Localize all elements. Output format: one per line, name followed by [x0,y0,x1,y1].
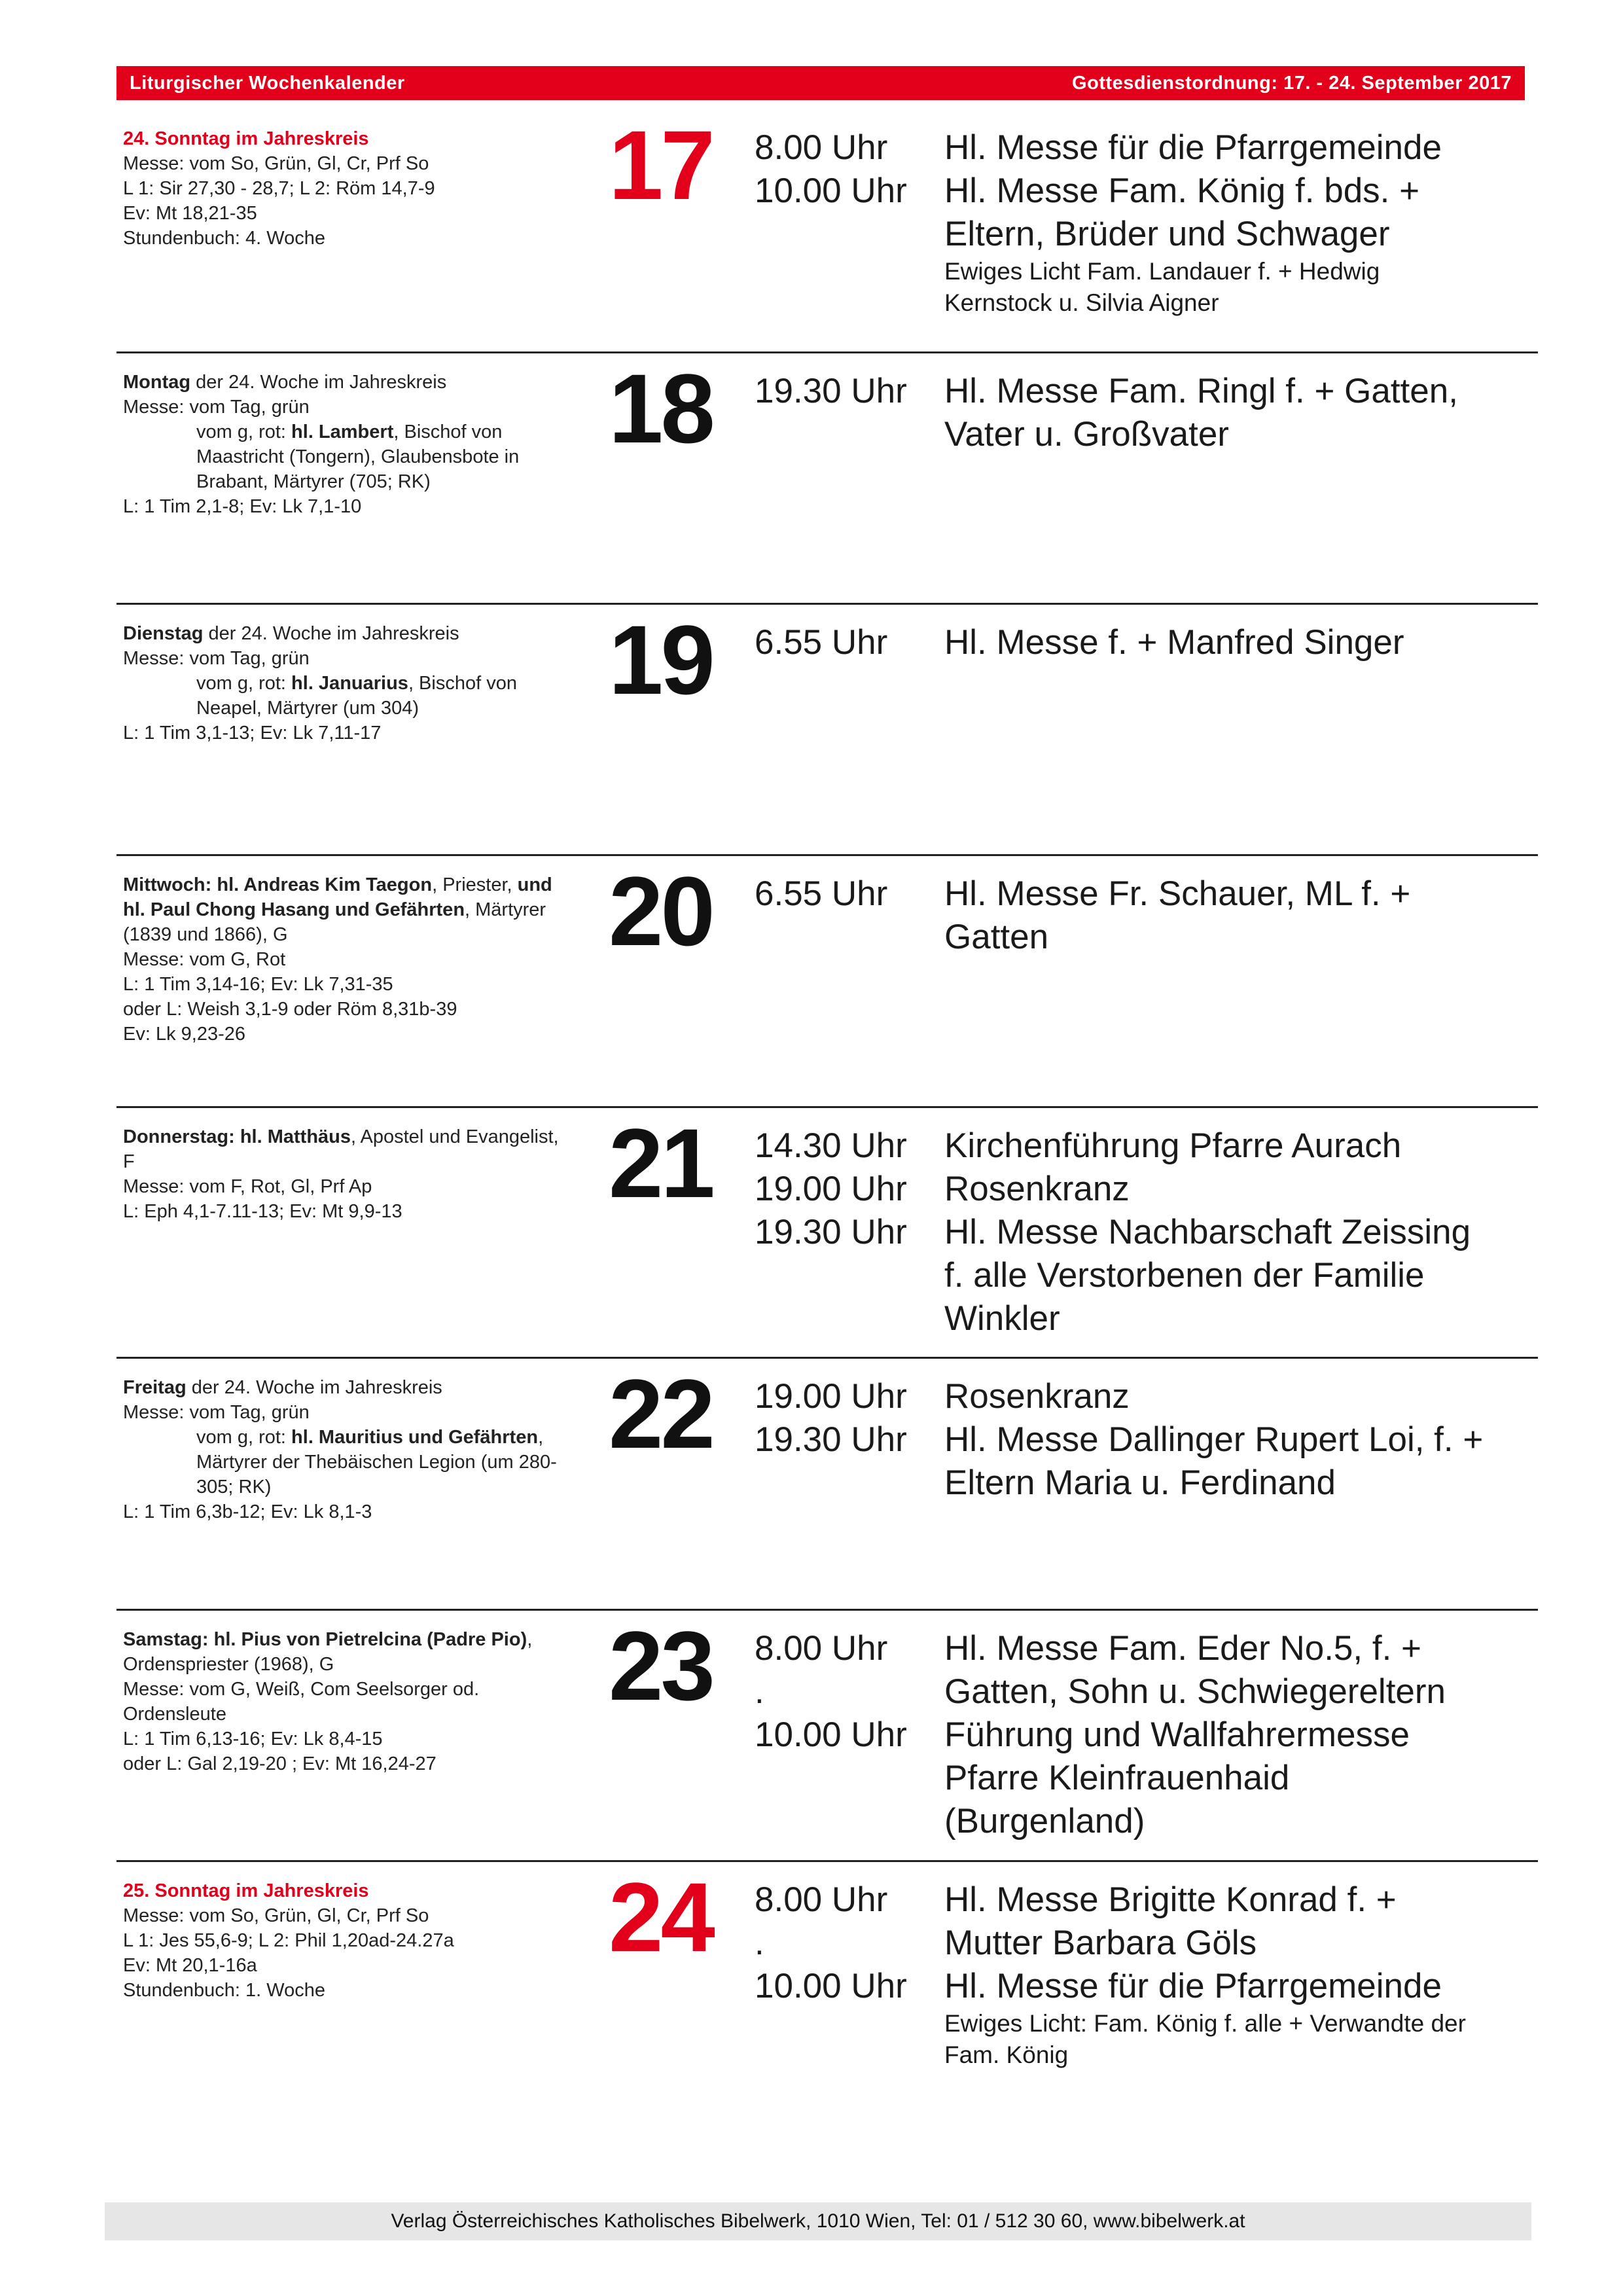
day-divider [116,1609,1538,1611]
service-event: Hl. Messe Fam. Ringl f. + Gatten, [944,372,1458,410]
liturgy-line: Ev: Lk 9,23-26 [123,1024,245,1045]
service-event: Gatten [944,918,1049,956]
liturgy-line: F [123,1151,135,1172]
liturgy-line: Messe: vom So, Grün, Gl, Cr, Prf So [123,153,429,174]
liturgy-memorial [123,671,607,696]
liturgy-info [123,1878,607,2003]
liturgy-title: 24. Sonntag im Jahreskreis [123,128,369,149]
service-note: Kernstock u. Silvia Aigner [944,289,1219,316]
service-times [755,370,931,413]
liturgy-line: Messe: vom Tag, grün [123,1402,310,1423]
service-time: 10.00 Uhr [755,1967,907,2005]
day-number: 22 [609,1359,713,1469]
service-events [944,1627,1533,1843]
service-event: Hl. Messe für die Pfarrgemeinde [944,1967,1442,2005]
service-events [944,1124,1533,1340]
service-event: Rosenkranz [944,1377,1130,1416]
liturgy-line: Ev: Mt 18,21-35 [123,203,257,224]
service-event: Hl. Messe Brigitte Konrad f. + [944,1880,1397,1919]
service-note: Ewiges Licht Fam. Landauer f. + Hedwig [944,258,1380,285]
service-event: f. alle Verstorbenen der Familie [944,1256,1425,1295]
saint-name: hl. Januarius [291,673,408,694]
liturgy-day-name: Dienstag [123,623,204,644]
header-bar [116,66,1525,100]
liturgy-line: L: 1 Tim 3,14-16; Ev: Lk 7,31-35 [123,974,393,995]
liturgy-line: oder L: Gal 2,19-20 ; Ev: Mt 16,24-27 [123,1753,437,1774]
liturgy-day-name: Freitag [123,1377,187,1398]
liturgy-line: Messe: vom F, Rot, Gl, Prf Ap [123,1176,372,1197]
service-event: Rosenkranz [944,1170,1130,1208]
day-number: 17 [609,110,713,220]
liturgy-heading [123,1375,607,1400]
day-divider [116,603,1538,605]
liturgy-line: Stundenbuch: 1. Woche [123,1980,326,2001]
service-time: 14.30 Uhr [755,1126,907,1165]
header-period: Gottesdienstordnung: 17. - 24. September 2017 [1072,72,1512,94]
saint-name: hl. Lambert [291,422,394,442]
publisher-info: Verlag Österreichisches Katholisches Bibelwerk, 1010 Wien, Tel: 01 / 512 30 60, www.bibelwerk.at [391,2210,1245,2232]
service-events [944,621,1533,664]
liturgy-readings: L: 1 Tim 2,1-8; Ev: Lk 7,1-10 [123,496,362,517]
service-event: Pfarre Kleinfrauenhaid [944,1759,1290,1797]
liturgy-memorial-line: Neapel, Märtyrer (um 304) [196,698,419,719]
publisher-footer [105,2202,1531,2240]
day-number: 21 [609,1108,713,1218]
liturgy-readings: L: 1 Tim 6,3b-12; Ev: Lk 8,1-3 [123,1501,372,1522]
memorial-rest: , Bischof von [408,673,517,694]
day-divider [116,1860,1538,1862]
service-event: Hl. Messe Fr. Schauer, ML f. + [944,874,1411,913]
liturgy-heading-rest: , Priester, [432,874,518,895]
liturgy-heading-rest: der 24. Woche im Jahreskreis [190,372,447,393]
liturgy-heading-rest: der 24. Woche im Jahreskreis [203,623,459,644]
header-title: Liturgischer Wochenkalender [130,72,405,94]
service-event: Hl. Messe für die Pfarrgemeinde [944,128,1442,167]
liturgy-memorial-line: 305; RK) [196,1477,272,1498]
memorial-rest: , [538,1427,544,1448]
service-note: Fam. König [944,2041,1069,2068]
service-event: Hl. Messe Dallinger Rupert Loi, f. + [944,1420,1484,1459]
liturgy-line: Messe: vom G, Weiß, Com Seelsorger od. [123,1679,480,1700]
service-event: Hl. Messe Nachbarschaft Zeissing [944,1213,1471,1251]
service-time: . [755,1672,764,1711]
memorial-rest: , Bischof von [393,422,503,442]
saint-name: hl. Paul Chong Hasang und Gefährten [123,899,465,920]
liturgy-memorial-line: Brabant, Märtyrer (705; RK) [196,471,431,492]
liturgy-memorial-line: Maastricht (Tongern), Glaubensbote in [196,446,520,467]
saint-name: Donnerstag: hl. Matthäus [123,1126,351,1147]
service-time: 6.55 Uhr [755,874,888,913]
liturgy-memorial [123,420,607,444]
service-event: Eltern, Brüder und Schwager [944,215,1390,253]
liturgy-heading-rest: , [527,1629,533,1650]
service-events [944,370,1533,456]
saint-name: Samstag: hl. Pius von Pietrelcina (Padre Pio) [123,1629,527,1650]
liturgy-heading [123,872,607,897]
service-event: Hl. Messe f. + Manfred Singer [944,623,1404,662]
liturgy-readings: L: 1 Tim 3,1-13; Ev: Lk 7,11-17 [123,723,382,744]
memorial-prefix: vom g, rot: [196,1427,292,1448]
service-events [944,1878,1533,2071]
liturgy-info [123,1627,607,1776]
liturgy-info [123,1124,607,1224]
liturgy-heading-rest: , Märtyrer [465,899,546,920]
day-divider [116,854,1538,856]
service-time: 8.00 Uhr [755,1629,888,1668]
liturgy-line: L: 1 Tim 6,13-16; Ev: Lk 8,4-15 [123,1729,383,1749]
saint-name: hl. Mauritius und Gefährten [291,1427,539,1448]
service-time: 19.00 Uhr [755,1377,907,1416]
day-number: 24 [609,1862,713,1972]
service-event: Führung und Wallfahrermesse [944,1715,1410,1754]
service-times [755,1878,931,2008]
service-time: 19.30 Uhr [755,372,907,410]
service-time: . [755,1924,764,1962]
liturgy-info [123,621,607,745]
service-times [755,126,931,213]
liturgy-line: Messe: vom So, Grün, Gl, Cr, Prf So [123,1905,429,1926]
service-note: Ewiges Licht: Fam. König f. alle + Verwandte der [944,2010,1466,2037]
service-time: 19.00 Uhr [755,1170,907,1208]
service-times [755,872,931,916]
day-divider [116,1106,1538,1108]
liturgy-info [123,126,607,251]
liturgy-line: Stundenbuch: 4. Woche [123,228,326,249]
liturgy-line: L 1: Jes 55,6-9; L 2: Phil 1,20ad-24.27a [123,1930,454,1951]
service-event: Kirchenführung Pfarre Aurach [944,1126,1402,1165]
service-event: Mutter Barbara Göls [944,1924,1257,1962]
service-event: (Burgenland) [944,1802,1145,1840]
liturgy-info [123,370,607,519]
day-number: 23 [609,1611,713,1721]
liturgy-conjunction: und [517,874,552,895]
liturgy-memorial [123,1425,607,1450]
liturgy-line: Ev: Mt 20,1-16a [123,1955,257,1976]
day-number: 20 [609,856,713,966]
day-divider [116,351,1538,353]
service-events [944,1375,1533,1505]
service-events [944,126,1533,319]
liturgy-line: Messe: vom G, Rot [123,949,286,970]
liturgy-memorial-line: Märtyrer der Thebäischen Legion (um 280- [196,1452,557,1473]
service-time: 19.30 Uhr [755,1213,907,1251]
memorial-prefix: vom g, rot: [196,673,292,694]
liturgy-line: L 1: Sir 27,30 - 28,7; L 2: Röm 14,7-9 [123,178,435,199]
liturgy-heading [123,1627,607,1652]
service-times [755,1627,931,1757]
liturgy-heading-rest: , Apostel und Evangelist, [351,1126,559,1147]
liturgy-title: 25. Sonntag im Jahreskreis [123,1880,369,1901]
service-event: Winkler [944,1299,1060,1338]
liturgy-day-name: Montag [123,372,191,393]
liturgy-line: Ordensleute [123,1704,226,1725]
service-event: Vater u. Großvater [944,415,1229,454]
liturgy-line: Messe: vom Tag, grün [123,397,310,418]
day-divider [116,1357,1538,1359]
liturgy-line: Ordenspriester (1968), G [123,1654,334,1675]
day-number: 19 [609,605,713,715]
service-times [755,1124,931,1254]
liturgy-info [123,872,607,1047]
liturgy-heading-cont [123,897,607,922]
service-time: 10.00 Uhr [755,171,907,210]
service-times [755,621,931,664]
day-number: 18 [609,353,713,463]
liturgy-heading [123,1124,607,1149]
service-event: Eltern Maria u. Ferdinand [944,1463,1336,1502]
saint-name: Mittwoch: hl. Andreas Kim Taegon [123,874,433,895]
service-event: Hl. Messe Fam. König f. bds. + [944,171,1420,210]
service-time: 19.30 Uhr [755,1420,907,1459]
liturgy-info [123,1375,607,1524]
service-times [755,1375,931,1462]
service-event: Hl. Messe Fam. Eder No.5, f. + [944,1629,1421,1668]
liturgy-line: (1839 und 1866), G [123,924,288,945]
liturgy-heading [123,621,607,646]
service-time: 10.00 Uhr [755,1715,907,1754]
service-events [944,872,1533,959]
liturgy-heading-rest: der 24. Woche im Jahreskreis [186,1377,442,1398]
service-time: 8.00 Uhr [755,128,888,167]
liturgy-line: Messe: vom Tag, grün [123,648,310,669]
liturgy-line: oder L: Weish 3,1-9 oder Röm 8,31b-39 [123,999,457,1020]
liturgy-heading [123,370,607,395]
service-event: Gatten, Sohn u. Schwiegereltern [944,1672,1446,1711]
memorial-prefix: vom g, rot: [196,422,292,442]
service-time: 8.00 Uhr [755,1880,888,1919]
service-time: 6.55 Uhr [755,623,888,662]
liturgy-line: L: Eph 4,1-7.11-13; Ev: Mt 9,9-13 [123,1201,402,1222]
